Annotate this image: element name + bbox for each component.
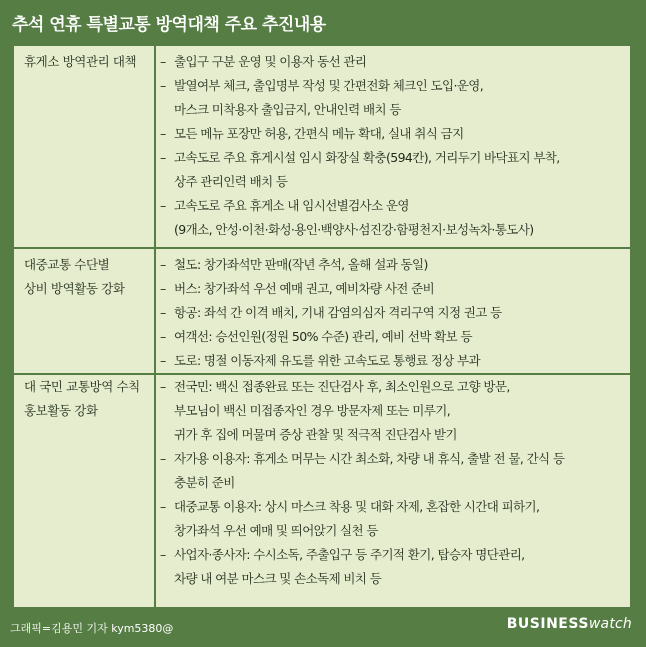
section-label-line: 홍보활동 강화 xyxy=(24,403,98,418)
graphic-credit: 그래픽=김용민 기자 kym5380@ xyxy=(10,622,174,635)
dash-marker: – xyxy=(160,198,166,213)
section-label-line: 휴게소 방역관리 대책 xyxy=(24,54,137,69)
dash-marker: – xyxy=(160,547,166,562)
section-label xyxy=(24,253,150,301)
item-line: 전국민: 백신 접종완료 또는 진단검사 후, 최소인원으로 고향 방문, xyxy=(174,379,510,394)
item-line: 출입구 구분 운영 및 이용자 동선 관리 xyxy=(174,54,367,69)
item-line: 사업자·종사자: 수시소독, 주출입구 등 주기적 환기, 탑승자 명단관리, xyxy=(174,547,525,562)
item-line: 고속도로 주요 휴게소 내 임시선별검사소 운영 xyxy=(174,198,409,213)
item-line: 발열여부 체크, 출입명부 작성 및 간편전화 체크인 도입·운영, xyxy=(174,78,484,93)
dash-marker: – xyxy=(160,54,166,69)
list-item xyxy=(160,495,626,543)
item-line: 충분히 준비 xyxy=(174,475,235,490)
list-item xyxy=(160,543,626,591)
item-line: 창가좌석 우선 예매 및 띄어앉기 실천 등 xyxy=(174,523,378,538)
dash-marker: – xyxy=(160,379,166,394)
item-line: (9개소, 안성·이천·화성·용인·백양사·섬진강·함평천지·보성녹차·통도사) xyxy=(174,222,534,237)
section-items xyxy=(160,50,626,242)
item-line: 모든 메뉴 포장만 허용, 간편식 메뉴 확대, 실내 취식 금지 xyxy=(174,126,464,141)
dash-marker: – xyxy=(160,499,166,514)
section-label xyxy=(24,50,150,74)
dash-marker: – xyxy=(160,281,166,296)
section-label-line: 상비 방역활동 강화 xyxy=(24,281,125,296)
item-line: 귀가 후 집에 머물며 증상 관찰 및 적극적 진단검사 받기 xyxy=(174,427,457,442)
list-item xyxy=(160,325,626,349)
section-public-campaign xyxy=(14,375,630,607)
item-line: 자가용 이용자: 휴게소 머무는 시간 최소화, 차량 내 휴식, 출발 전 물, 간식 등 xyxy=(174,451,565,466)
section-items xyxy=(160,375,626,591)
item-line: 상주 관리인력 배치 등 xyxy=(174,174,288,189)
list-item xyxy=(160,447,626,495)
list-item xyxy=(160,194,626,242)
section-items xyxy=(160,253,626,373)
item-line: 부모님이 백신 미접종자인 경우 방문자제 또는 미루기, xyxy=(174,403,451,418)
logo-text-bold: BUSINESS xyxy=(506,616,589,632)
dash-marker: – xyxy=(160,150,166,165)
list-item xyxy=(160,301,626,325)
section-label xyxy=(24,375,150,423)
item-line: 마스크 미착용자 출입금지, 안내인력 배치 등 xyxy=(174,102,401,117)
section-rest-area xyxy=(14,46,630,246)
item-line: 항공: 좌석 간 이격 배치, 기내 감염의심자 격리구역 지정 권고 등 xyxy=(174,305,502,320)
dash-marker: – xyxy=(160,305,166,320)
section-public-transport xyxy=(14,249,630,373)
item-line: 대중교통 이용자: 상시 마스크 착용 및 대화 자제, 혼잡한 시간대 피하기, xyxy=(174,499,540,514)
list-item xyxy=(160,253,626,277)
item-line: 철도: 창가좌석만 판매(작년 추석, 올해 설과 동일) xyxy=(174,257,428,272)
list-item xyxy=(160,74,626,122)
item-line: 여객선: 승선인원(정원 50% 수준) 관리, 예비 선박 확보 등 xyxy=(174,329,473,344)
dash-marker: – xyxy=(160,78,166,93)
item-line: 도로: 명절 이동자제 유도를 위한 고속도로 통행료 정상 부과 xyxy=(174,353,480,368)
list-item xyxy=(160,50,626,74)
businesswatch-logo xyxy=(507,616,632,632)
dash-marker: – xyxy=(160,329,166,344)
list-item xyxy=(160,375,626,447)
dash-marker: – xyxy=(160,257,166,272)
item-line: 버스: 창가좌석 우선 예매 권고, 예비차량 사전 준비 xyxy=(174,281,435,296)
content-panel xyxy=(14,46,630,607)
page-title: 추석 연휴 특별교통 방역대책 주요 추진내용 xyxy=(12,15,326,35)
list-item xyxy=(160,146,626,194)
dash-marker: – xyxy=(160,126,166,141)
list-item xyxy=(160,277,626,301)
section-label-line: 대 국민 교통방역 수칙 xyxy=(24,379,140,394)
dash-marker: – xyxy=(160,451,166,466)
item-line: 고속도로 주요 휴게시설 임시 화장실 확충(594칸), 거리두기 바닥표지 부착, xyxy=(174,150,560,165)
item-line: 차량 내 여분 마스크 및 손소독제 비치 등 xyxy=(174,571,382,586)
list-item xyxy=(160,122,626,146)
list-item xyxy=(160,349,626,373)
dash-marker: – xyxy=(160,353,166,368)
logo-text-rest: watch xyxy=(588,616,632,632)
section-label-line: 대중교통 수단별 xyxy=(24,257,110,272)
